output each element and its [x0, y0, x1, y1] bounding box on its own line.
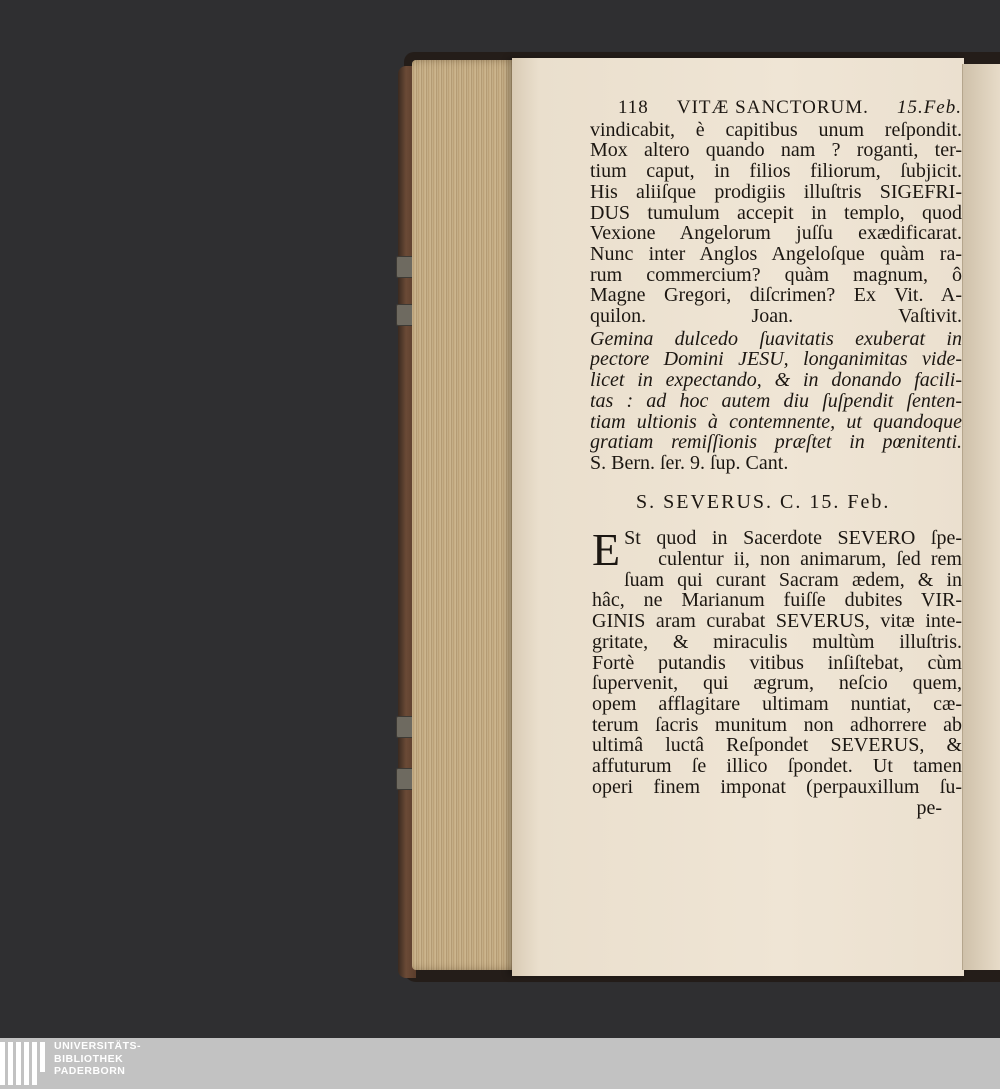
running-head: [590, 98, 962, 119]
page-text: [590, 98, 962, 818]
logo-line-3: PADERBORN: [54, 1065, 126, 1077]
paragraph-line: St quod in Sacerdote SEVERO ſpe-: [624, 528, 962, 550]
text-line: rum commercium? quàm magnum, ô: [590, 264, 962, 286]
text-line: DUS tumulum accepit in templo, quod: [590, 202, 962, 224]
paragraph-line: culentur ii, non animarum, ſed rem: [658, 549, 962, 570]
catchword: pe-: [916, 796, 942, 819]
section-heading: S. SEVERUS. C. 15. Feb.: [636, 490, 891, 513]
running-date: 15.Feb.: [896, 97, 962, 118]
paragraph-line: operi finem imponat (perpauxillum ſu-: [592, 776, 962, 798]
running-title: VITÆ SANCTORUM.: [676, 97, 869, 118]
paragraph-line: Fortè putandis vitibus inſiſtebat, cùm: [592, 652, 962, 674]
quote-line: tiam ultionis à contemnente, ut quandoque: [590, 411, 962, 433]
library-logo-text: [54, 1040, 141, 1078]
text-line: Nunc inter Anglos Angeloſque quàm ra-: [590, 243, 962, 265]
logo-line-1: UNIVERSITÄTS-: [54, 1040, 142, 1052]
paragraph-line: opem afflagitare ultimam nuntiat, cæ-: [592, 693, 962, 715]
paragraph-line: ultimâ luctâ Reſpondet SEVERUS, &: [592, 735, 962, 757]
paragraph-lines: [592, 524, 962, 798]
bernard-quote: [590, 329, 962, 453]
text-line: Mox altero quando nam ? roganti, ter-: [590, 140, 962, 162]
quote-line: pectore Domini JESU, longanimitas vide-: [590, 349, 962, 371]
text-line: Vexione Angelorum juſſu exædificarat.: [590, 223, 962, 244]
paragraph-line: gritate, & miraculis multùm illuſtris.: [592, 631, 962, 653]
quote-line: Gemina dulcedo ſuavitatis exuberat in: [590, 328, 962, 350]
text-line: quilon. Joan. Vaſtivit.: [590, 306, 962, 327]
page-number: 118: [618, 97, 649, 118]
paragraph-line: affuturum ſe illico ſpondet. Ut tamen: [592, 756, 962, 777]
drop-cap: E: [592, 524, 621, 576]
text-line: Magne Gregori, diſcrimen? Ex Vit. A-: [590, 285, 962, 307]
text-line: tium caput, in filios filiorum, ſubjicit.: [590, 161, 962, 182]
quote-line: gratiam remiſſionis præſtet in pœnitenti.: [590, 432, 962, 453]
quote-line: tas : ad hoc autem diu ſuſpendit ſenten-: [590, 390, 962, 412]
quote-line: licet in expectando, & in donando facili-: [590, 370, 962, 391]
text-line: vindicabit, è capitibus unum reſpondit.: [590, 119, 962, 141]
opening-lines: [590, 120, 962, 327]
logo-line-2: BIBLIOTHEK: [54, 1052, 124, 1065]
facing-page-edge: [962, 64, 1000, 970]
paragraph-line: ſupervenit, qui ægrum, neſcio quem,: [592, 673, 962, 694]
quote-reference: S. Bern. ſer. 9. ſup. Cant.: [590, 452, 789, 474]
paragraph-line: hâc, ne Marianum fuiſſe dubites VIR-: [592, 590, 962, 612]
library-footer: [0, 1038, 1000, 1089]
severus-paragraph: [592, 524, 962, 798]
paragraph-line: GINIS aram curabat SEVERUS, vitæ inte-: [592, 611, 962, 632]
paragraph-line: terum ſacris munitum non adhorrere ab: [592, 714, 962, 736]
text-line: His aliiſque prodigiis illuſtris SIGEFRI-: [590, 181, 962, 203]
paragraph-line: ſuam qui curant Sacram ædem, & in: [624, 569, 962, 591]
library-logo-icon: [0, 1042, 48, 1085]
